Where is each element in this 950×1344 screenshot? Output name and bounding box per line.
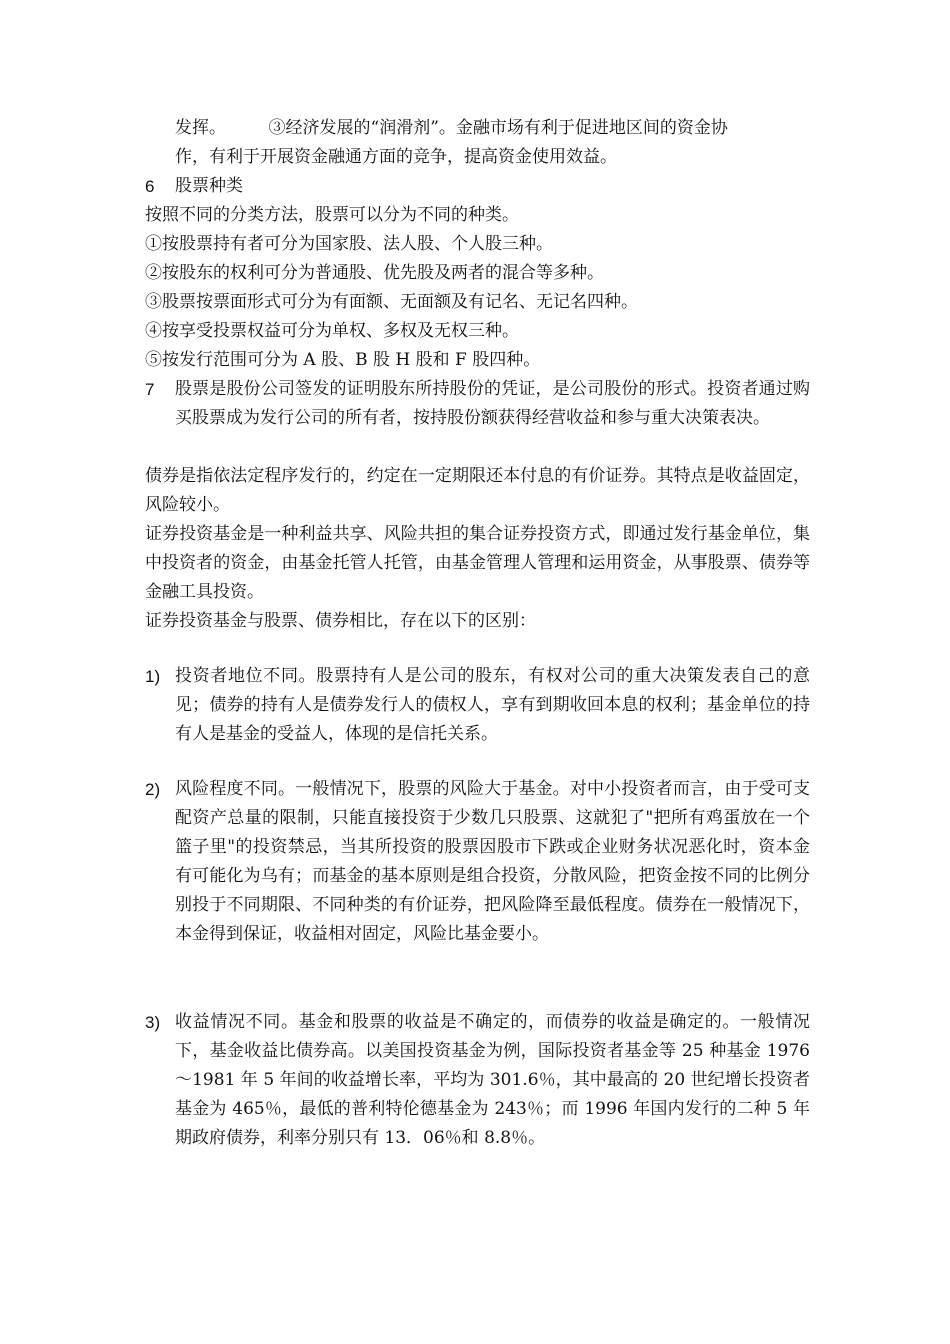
difference-item-1 xyxy=(145,662,810,749)
paragraph-market-role-line2: 作，有利于开展资金融通方面的竞争，提高资金使用效益。 xyxy=(175,147,617,167)
bond-definition: 债券是指依法定程序发行的，约定在一定期限还本付息的有价证券。其特点是收益固定，风险较小。 xyxy=(145,466,810,515)
section-6-heading xyxy=(145,172,810,201)
section-7-number: 7 xyxy=(145,380,155,399)
fund-definition: 证券投资基金是一种利益共享、风险共担的集合证券投资方式，即通过发行基金单位，集中投资者的资金，由基金托管人托管，由基金管理人管理和运用资金，从事股票、债券等金融工具投资。 xyxy=(145,524,810,602)
stock-type-item: ②按股东的权利可分为普通股、优先股及两者的混合等多种。 xyxy=(145,263,604,283)
difference-text: 收益情况不同。基金和股票的收益是不确定的，而债券的收益是确定的。一般情况下，基金收益比债券高。以美国投资基金为例，国际投资者基金等 25 种基金 1976～1981 年 5 年间的收益增长率，平均为 301.6％，其中最高的 20 世纪增长投资者基金为 465％，最低的普利特伦德基金为 243％；而 1996 年国内发行的二种 5 年期政府债券，利率分别只有 13．06％和 8.8％。 xyxy=(175,1012,810,1148)
stock-types-intro: 按照不同的分类方法，股票可以分为不同的种类。 xyxy=(145,205,519,225)
stock-type-item: ⑤按发行范围可分为 A 股、B 股 H 股和 F 股四种。 xyxy=(145,350,541,370)
stock-type-item: ③股票按票面形式可分为有面额、无面额及有记名、无记名四种。 xyxy=(145,292,638,312)
section-7-text: 股票是股份公司签发的证明股东所持股份的凭证，是公司股份的形式。投资者通过购买股票成为发行公司的所有者，按持股份额获得经营收益和参与重大决策表决。 xyxy=(175,379,810,428)
stock-type-item: ④按享受投票权益可分为单权、多权及无权三种。 xyxy=(145,321,519,341)
difference-text: 风险程度不同。一般情况下，股票的风险大于基金。对中小投资者而言，由于受可支配资产总量的限制，只能直接投资于少数几只股票、这就犯了"把所有鸡蛋放在一个篮子里"的投资禁忌，当其所投资的股票因股市下跌或企业财务状况恶化时，资本金有可能化为乌有；而基金的基本原则是组合投资，分散风险，把资金按不同的比例分别投于不同期限、不同种类的有价证券，把风险降至最低程度。债券在一般情况下，本金得到保证，收益相对固定，风险比基金要小。 xyxy=(175,779,810,944)
section-7 xyxy=(145,375,810,433)
difference-number: 2) xyxy=(145,780,161,799)
difference-number: 3) xyxy=(145,1013,161,1032)
difference-text: 投资者地位不同。股票持有人是公司的股东，有权对公司的重大决策发表自己的意见；债券的持有人是债券发行人的债权人，享有到期收回本息的权利；基金单位的持有人是基金的受益人，体现的是信托关系。 xyxy=(175,666,810,744)
difference-number: 1) xyxy=(145,667,161,686)
section-6-number: 6 xyxy=(145,177,155,196)
difference-item-3 xyxy=(145,1008,810,1153)
stock-type-item: ①按股票持有者可分为国家股、法人股、个人股三种。 xyxy=(145,234,553,254)
paragraph-market-role-line1: 发挥。 ③经济发展的“润滑剂”。金融市场有利于促进地区间的资金协 xyxy=(175,118,728,138)
section-6-title: 股票种类 xyxy=(175,176,243,196)
comparison-intro: 证券投资基金与股票、债券相比，存在以下的区别： xyxy=(145,611,536,631)
difference-item-2 xyxy=(145,775,810,949)
